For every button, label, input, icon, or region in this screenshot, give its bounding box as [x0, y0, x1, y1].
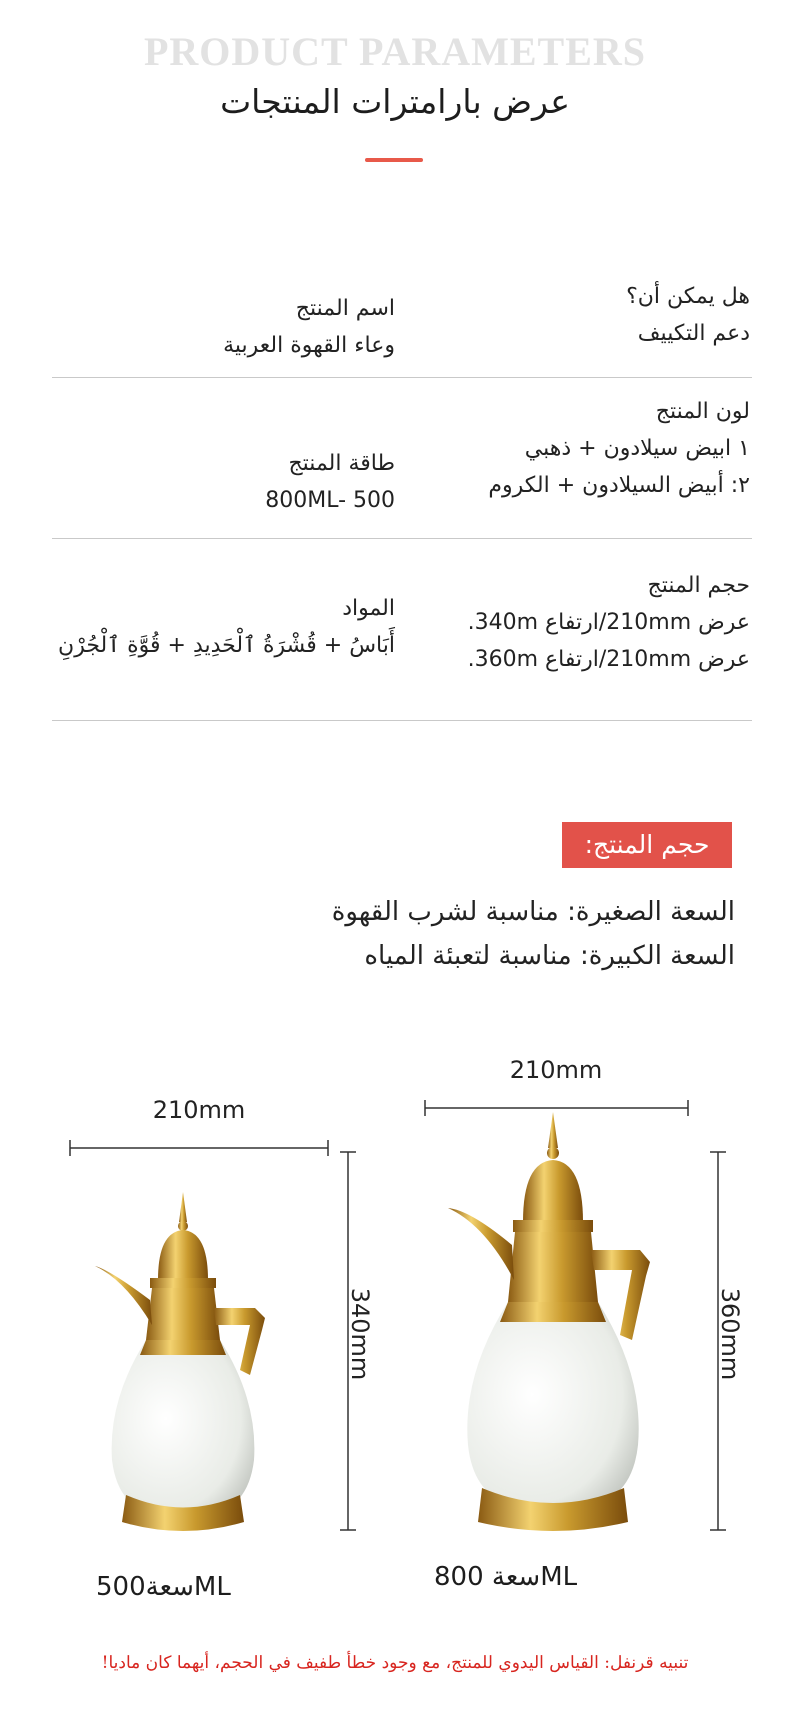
large-capacity-word: سعة [491, 1562, 541, 1592]
table-divider [52, 538, 752, 539]
param-size-label: حجم المنتج [647, 573, 750, 598]
large-width-label: 210mm [509, 1056, 603, 1084]
measurement-warning: تنبيه قرنفل: القياس اليدوي للمنتج، مع وجود خطأ طفيف في الحجم، أيهما كان ماديا! [101, 1653, 689, 1673]
param-name [40, 290, 395, 364]
param-color-option-2: ٢: أبيض السيلادون + الكروم [488, 473, 750, 498]
capacity-note [200, 890, 735, 978]
header-title-ar: عرض بارامترات المنتجات [220, 82, 570, 121]
small-coffee-pot-image [95, 1192, 265, 1531]
large-capacity-caption [434, 1562, 634, 1592]
param-customize [420, 278, 750, 352]
small-capacity-caption [96, 1572, 296, 1602]
param-size-line-2: عرض 210mm/ارتفاع 360m. [467, 647, 750, 672]
large-capacity-value: 800ML [434, 1562, 578, 1592]
param-color [420, 393, 750, 504]
param-name-label: اسم المنتج [295, 296, 395, 321]
dimension-diagram [0, 1040, 790, 1640]
capacity-note-large: السعة الكبيرة: مناسبة لتعبئة المياه [364, 941, 735, 971]
param-size-line-1: عرض 210mm/ارتفاع 340m. [467, 610, 750, 635]
small-height-label: 340mm [346, 1287, 374, 1381]
param-material-value: أَبَاسُ + قُشْرَةُ ٱلْحَدِيدِ + قُوَّةِ ٱلْجُرْنِ [58, 633, 395, 658]
small-capacity-word: سعة [145, 1572, 194, 1602]
table-divider [52, 377, 752, 378]
header-accent-line [365, 158, 423, 162]
param-customize-value: دعم التكييف [637, 321, 750, 346]
product-size-badge: حجم المنتج: [562, 822, 732, 868]
large-coffee-pot-image [448, 1112, 650, 1531]
small-width-dimension [70, 1140, 328, 1156]
param-color-label: لون المنتج [655, 399, 750, 424]
large-width-dimension [425, 1100, 688, 1116]
param-capacity-label: طاقة المنتج [288, 451, 395, 476]
param-color-option-1: ١ ابيض سيلادون + ذهبي [524, 436, 750, 461]
header-title-en: PRODUCT PARAMETERS [143, 29, 647, 74]
param-capacity [40, 445, 395, 519]
large-height-label: 360mm [716, 1287, 744, 1381]
param-size [420, 567, 750, 678]
param-material [30, 590, 395, 664]
table-divider [52, 720, 752, 721]
capacity-note-small: السعة الصغيرة: مناسبة لشرب القهوة [331, 897, 735, 927]
param-material-label: المواد [342, 596, 395, 621]
small-capacity-value: 500ML [96, 1572, 231, 1602]
param-capacity-value: 800ML- 500 [265, 488, 395, 513]
small-width-label: 210mm [152, 1096, 246, 1124]
param-customize-label: هل يمكن أن؟ [626, 284, 750, 309]
param-name-value: وعاء القهوة العربية [223, 333, 395, 358]
